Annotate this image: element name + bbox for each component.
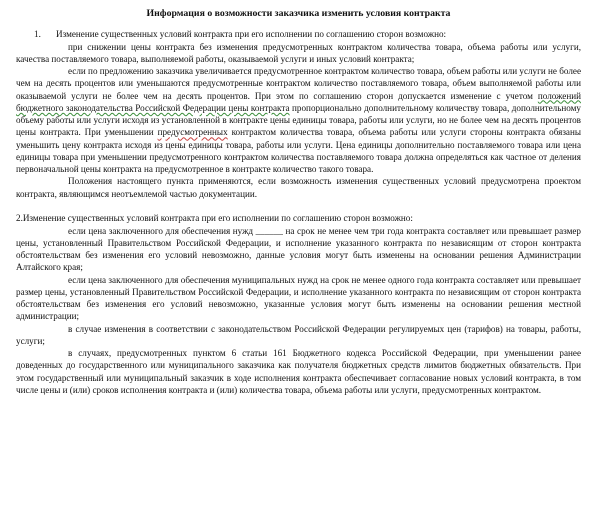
section-1-heading-text: Изменение существенных условий контракта при его исполнении по соглашению сторон возможно: — [56, 29, 447, 40]
section-1-number: 1. — [34, 29, 41, 40]
section-1-paragraph-2 — [16, 65, 581, 175]
section-1-p2-text-c: контрактом количества товара, объема работы или услуги стороны контракта обязаны уменьшить цену контракта исходя из цены единицы товара, работы или услуги. Цена единицы дополнительно поставляемого товара или цена единицы товара при уменьшении предусмотренного контрактом количества поставляемого товара должна определяться как частное от деления первоначальной цены контракта на предусмотренное в контракте количество такого товара. — [16, 127, 581, 174]
section-2-heading: 2.Изменение существенных условий контракта при его исполнении по соглашению сторон возможно: — [16, 213, 413, 224]
paragraph-spacer — [16, 200, 581, 213]
section-1-heading — [16, 28, 581, 40]
section-2-p1-blank-field: ______ — [255, 225, 283, 236]
section-2-paragraph-2: если цена заключенного для обеспечения муниципальных нужд на срок не менее одного года контракта составляет или превышает размер цены, установленный Правительством Российской Федерации, и исполнение указанного контракта по независящим от сторон контракта обстоятельствам без изменения его условий невозможно, указанные условия могут быть изменены на основании решения местной администрации; — [16, 274, 581, 322]
section-2-p1-text-b: на срок не менее чем три года контракта составляет или превышает размер цены, установленный Правительством Российской Федерации, и исполнение указанного контракта по независящим от сторон контракта обстоятельствам без изменения его условий невозможно, данные условия могут быть изменены на основании решения Администрации Алтайского края; — [16, 225, 581, 273]
document-title: Информация о возможности заказчика изменить условия контракта — [146, 8, 451, 19]
section-1-p2-text-b: пропорционально дополнительному количеству товара, дополнительному объему работы или услуги исходя из установленной в контракте цены единицы товара, работы или услуги, но не более чем на десять процентов цены контракта. При уменьшении — [16, 102, 581, 138]
section-1-p2-spelling-marked: предусмотренных — [157, 127, 228, 138]
section-1-paragraph-3: Положения настоящего пункта применяются, если возможность изменения существенных условий предусмотрена проектом контракта, являющимся неотъемлемой частью документации. — [16, 176, 581, 199]
section-2-paragraph-4: в случаях, предусмотренных пунктом 6 статьи 161 Бюджетного кодекса Российской Федерации, при уменьшении ранее доведенных до государственного или муниципального заказчика как получателя бюджетных средств лимитов бюджетных обязательств. При этом государственный или муниципальный заказчик в ходе исполнения контракта обеспечивает согласование новых условий контракта, в том числе цены и (или) сроков исполнения контракта и (или) количества товара, объема работы или услуги, предусмотренных контрактом. — [16, 348, 581, 395]
section-1-p2-grammar-marked: положений бюджетного законодательства Российской Федерации цены контракта — [16, 90, 581, 113]
section-2-p1-text-a: если цена заключенного для обеспечения нужд — [68, 225, 256, 236]
section-2-paragraph-3: в случае изменения в соответствии с законодательством Российской Федерации регулируемых цен (тарифов) на товары, работы, услуги; — [16, 323, 581, 346]
section-2-paragraph-1 — [16, 225, 581, 274]
section-1-p2-text-a: если по предложению заказчика увеличивается предусмотренное контрактом количество товара, объем работы или услуги не более чем на десять процентов или уменьшаются предусмотренные контрактом количество поставляемого товара, объем выполняемой работы или оказываемой услуги не более чем на десять процентов. При этом по соглашению сторон допускается изменение с учетом — [16, 66, 581, 101]
section-1-paragraph-1: при снижении цены контракта без изменения предусмотренных контрактом количества товара, объема работы или услуги, качества поставляемого товара, выполняемой работы, оказываемой услуги и иных условий контракта; — [16, 41, 581, 64]
